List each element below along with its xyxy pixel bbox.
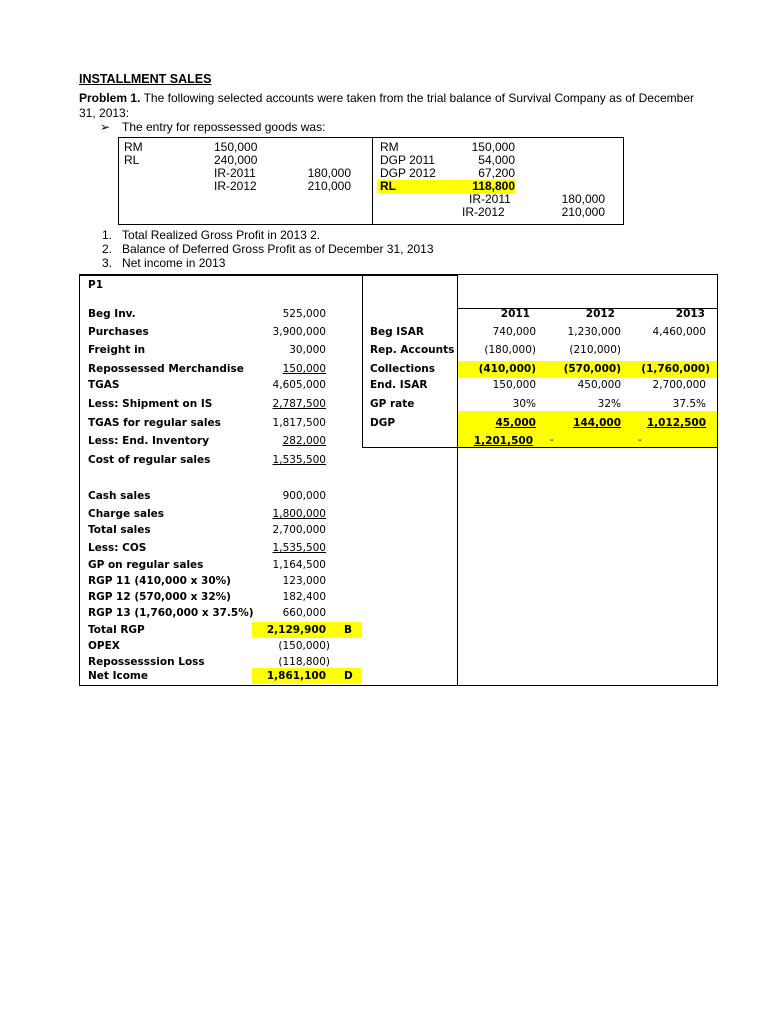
row-value: 450,000 [577, 379, 621, 391]
row-label: DGP [370, 417, 396, 429]
row-label: TGAS for regular sales [88, 417, 221, 429]
entry-right-amount: 67,200 [478, 166, 515, 180]
entry-right-amount: 118,800 [472, 179, 515, 193]
answer-tag: D [344, 670, 353, 682]
row-value: (410,000) [478, 363, 536, 375]
row-label: Beg ISAR [370, 326, 424, 338]
bullet-text: The entry for repossessed goods was: [122, 120, 326, 134]
row-label: Cost of regular sales [88, 454, 211, 466]
entry-right-account: IR-2012 [462, 205, 505, 219]
row-value: 1,535,500 [272, 454, 326, 466]
row-value: 1,861,100 [266, 670, 326, 682]
row-label: Net Icome [88, 670, 148, 682]
year-header: 2012 [585, 308, 615, 320]
answer-tag: B [344, 624, 353, 636]
row-value: (570,000) [563, 363, 621, 375]
row-label: OPEX [88, 640, 120, 652]
row-label: TGAS [88, 379, 120, 391]
entry-right-amount: 180,000 [561, 192, 605, 206]
row-value: 144,000 [573, 417, 621, 429]
row-label: RGP 13 (1,760,000 x 37.5%) [88, 607, 254, 619]
row-value: 740,000 [492, 326, 536, 338]
row-value: 1,800,000 [272, 508, 326, 520]
entry-right-amount: 54,000 [478, 153, 515, 167]
row-label: Purchases [88, 326, 149, 338]
row-value: 2,700,000 [652, 379, 706, 391]
row-value: 45,000 [495, 417, 536, 429]
grid-hline [362, 447, 717, 448]
row-label: End. ISAR [370, 379, 428, 391]
year-header: 2013 [675, 308, 705, 320]
year-header: 2011 [500, 308, 530, 320]
row-value: 123,000 [282, 575, 326, 587]
row-value: (210,000) [569, 344, 621, 356]
row-label: Less: Shipment on IS [88, 398, 213, 410]
question-number: 2. [102, 242, 113, 256]
row-value: 4,605,000 [272, 379, 326, 391]
question-text: Net income in 2013 [122, 256, 226, 270]
entry-divider [372, 138, 373, 224]
row-label: GP on regular sales [88, 559, 204, 571]
repossession-entry-box [118, 137, 624, 225]
question-text: Total Realized Gross Profit in 2013 2. [122, 228, 321, 242]
row-label: RGP 12 (570,000 x 32%) [88, 591, 231, 603]
question-number: 1. [102, 228, 113, 242]
arrow-bullet-icon: ➢ [100, 120, 111, 134]
row-value: 282,000 [282, 435, 326, 447]
row-label: Total sales [88, 524, 151, 536]
row-value: 1,012,500 [646, 417, 706, 429]
entry-left-account: RL [124, 153, 140, 167]
row-label: Total RGP [88, 624, 145, 636]
row-value: 30,000 [289, 344, 326, 356]
question-text: Balance of Deferred Gross Profit as of December 31, 2013 [122, 242, 434, 256]
row-value: 1,817,500 [272, 417, 326, 429]
entry-left-amount: 180,000 [307, 166, 351, 180]
entry-right-account: DGP 2012 [380, 166, 436, 180]
p1-label: P1 [88, 279, 104, 291]
row-label: Collections [370, 363, 436, 375]
row-value: 32% [597, 398, 621, 410]
entry-left-account: RM [124, 140, 143, 154]
row-label: Freight in [88, 344, 146, 356]
row-value: (118,800) [278, 656, 330, 668]
row-value: 150,000 [492, 379, 536, 391]
entry-right-amount: 210,000 [561, 205, 605, 219]
row-label: Less: End. Inventory [88, 435, 210, 447]
row-label: Rep. Accounts [370, 344, 455, 356]
problem-intro [79, 91, 694, 121]
row-value: 30% [512, 398, 536, 410]
row-label: Repossessed Merchandise [88, 363, 244, 375]
row-value: 660,000 [282, 607, 326, 619]
question-item [102, 242, 434, 256]
row-label: GP rate [370, 398, 415, 410]
question-item [102, 256, 225, 270]
entry-left-account: IR-2011 [214, 166, 256, 180]
row-label: Beg Inv. [88, 308, 136, 320]
row-value: (150,000) [278, 640, 330, 652]
question-number: 3. [102, 256, 113, 270]
entry-right-amount: 150,000 [471, 140, 515, 154]
row-value: (180,000) [484, 344, 536, 356]
problem-label: Problem 1. [79, 91, 141, 105]
row-value: 2,700,000 [272, 524, 326, 536]
row-label: Repossesssion Loss [88, 656, 205, 668]
row-value: 525,000 [282, 308, 326, 320]
row-value: 1,535,500 [272, 542, 326, 554]
row-value: 900,000 [282, 490, 326, 502]
entry-left-account: IR-2012 [214, 179, 257, 193]
question-item [102, 228, 320, 242]
p1-worksheet [79, 274, 718, 686]
entry-left-amount: 210,000 [307, 179, 351, 193]
row-value: 37.5% [672, 398, 706, 410]
entry-right-account: RL [380, 179, 396, 193]
dash: - [550, 434, 554, 446]
dash: - [638, 434, 642, 446]
problem-text: The following selected accounts were taken from the trial balance of Survival Company as of December 31, 2013: [79, 91, 694, 120]
bullet-line [100, 120, 325, 134]
row-value: 150,000 [282, 363, 326, 375]
row-value: 2,129,900 [266, 624, 326, 636]
row-value: 3,900,000 [272, 326, 326, 338]
row-label: Less: COS [88, 542, 147, 554]
row-value: 4,460,000 [652, 326, 706, 338]
row-value: 2,787,500 [272, 398, 326, 410]
row-value: 182,400 [282, 591, 326, 603]
entry-left-amount: 240,000 [214, 153, 258, 167]
row-value: 1,164,500 [272, 559, 326, 571]
entry-right-account: RM [380, 140, 399, 154]
row-label: RGP 11 (410,000 x 30%) [88, 575, 231, 587]
dgp-total: 1,201,500 [473, 435, 533, 447]
grid-vline [362, 275, 363, 447]
entry-right-account: DGP 2011 [380, 153, 435, 167]
grid-vline [457, 275, 458, 685]
row-label: Cash sales [88, 490, 151, 502]
entry-left-amount: 150,000 [214, 140, 258, 154]
entry-right-account: IR-2011 [469, 192, 511, 206]
page-title: INSTALLMENT SALES [79, 72, 212, 86]
row-value: 1,230,000 [567, 326, 621, 338]
grid-hline [80, 275, 457, 276]
row-label: Charge sales [88, 508, 165, 520]
row-value: (1,760,000) [641, 363, 710, 375]
